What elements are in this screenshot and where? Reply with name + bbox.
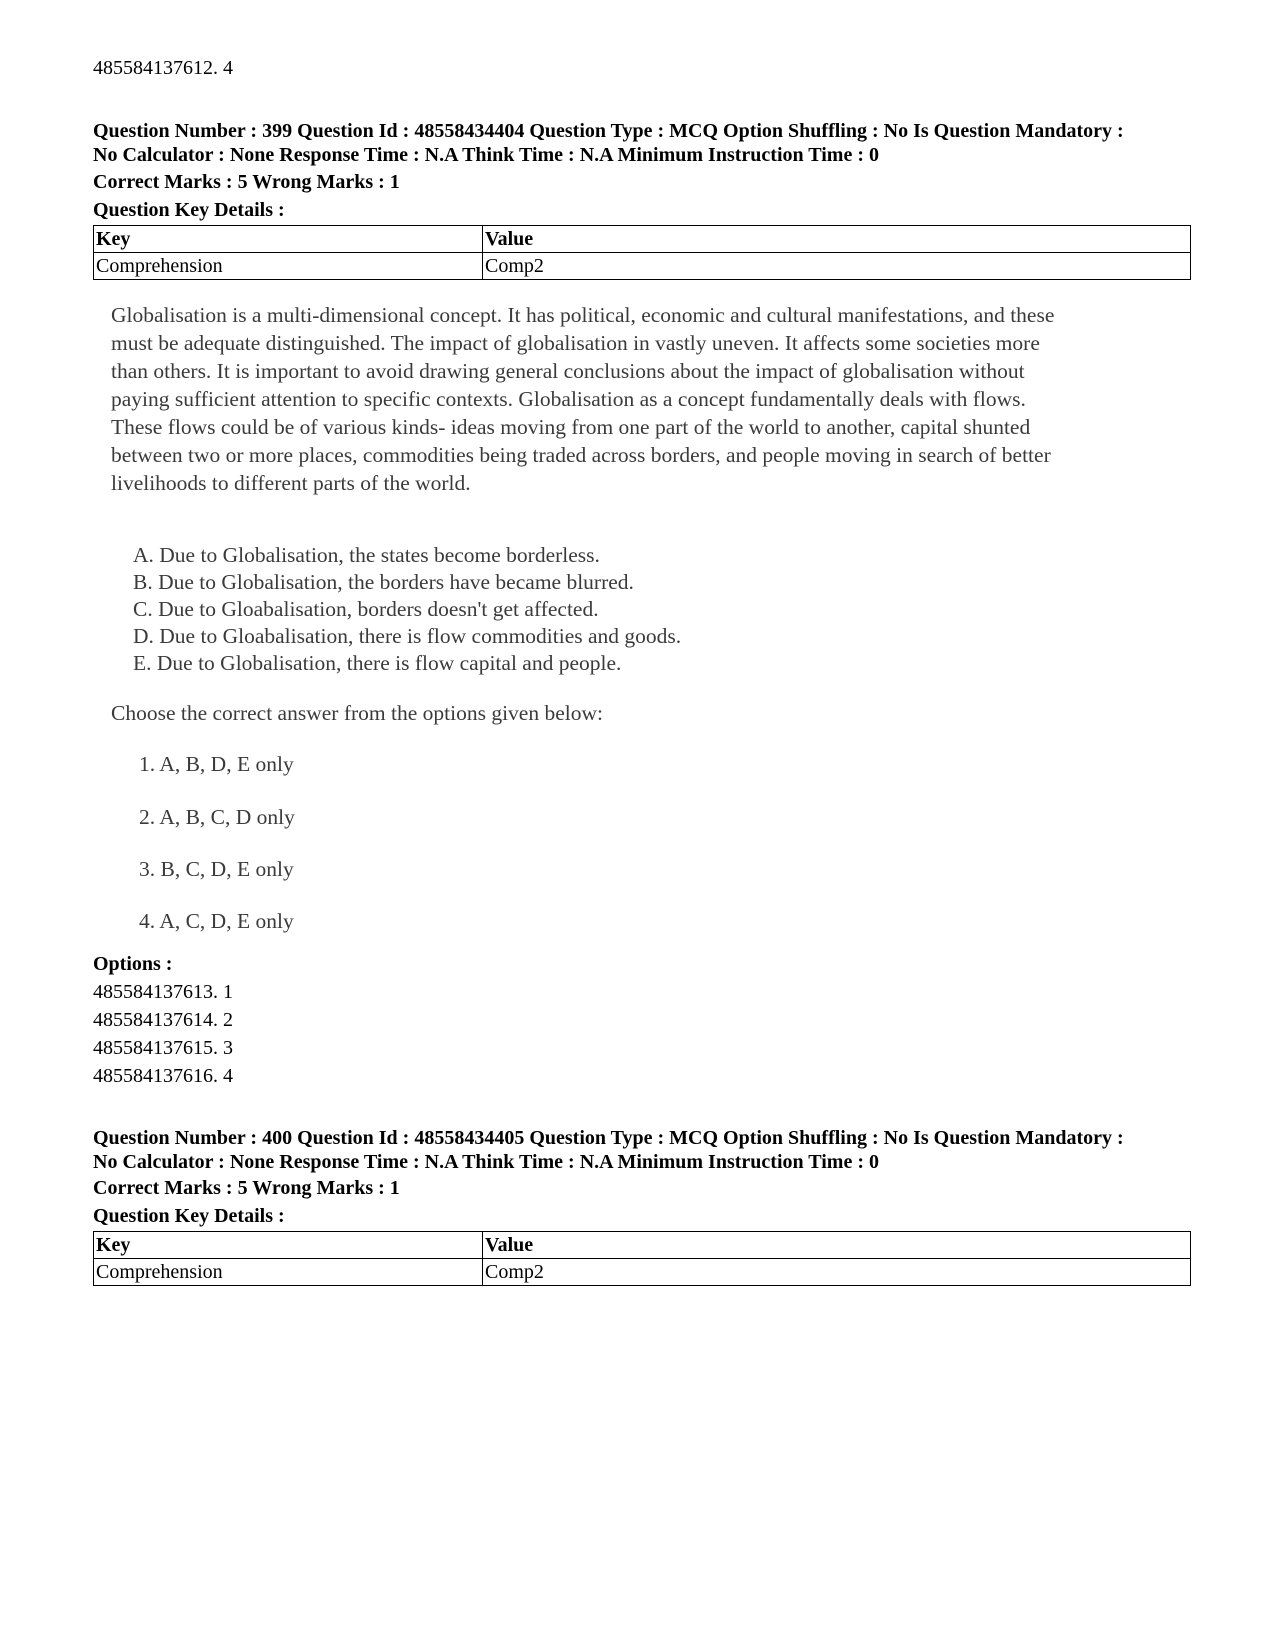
passage-line: livelihoods to different parts of the world. [111, 471, 471, 495]
statement-b: B. Due to Globalisation, the borders have became blurred. [133, 570, 634, 594]
q399-key-table [93, 225, 1191, 280]
q399-key-details-label: Question Key Details : [93, 199, 285, 221]
passage-line: must be adequate distinguished. The impact of globalisation in vastly uneven. It affects some societies more [111, 331, 1040, 355]
q399-header-line1: Question Number : 399 Question Id : 48558434404 Question Type : MCQ Option Shuffling : No Is Question Mandatory : [93, 120, 1124, 142]
table-header-value: Value [483, 226, 1191, 253]
q399-instruction: Choose the correct answer from the options given below: [111, 701, 603, 725]
q399-passage [111, 301, 1171, 497]
passage-line: Globalisation is a multi-dimensional concept. It has political, economic and cultural manifestations, and these [111, 303, 1055, 327]
passage-line: between two or more places, commodities being traded across borders, and people moving in search of better [111, 443, 1051, 467]
q400-header-line1: Question Number : 400 Question Id : 48558434405 Question Type : MCQ Option Shuffling : No Is Question Mandatory : [93, 1127, 1124, 1149]
q399-header-line2: No Calculator : None Response Time : N.A Think Time : N.A Minimum Instruction Time : 0 [93, 144, 879, 166]
table-cell-value: Comp2 [483, 253, 1191, 280]
option-id-line: 485584137614. 2 [93, 1009, 233, 1031]
choice-4: 4. A, C, D, E only [139, 909, 294, 933]
table-header-row [94, 1232, 1191, 1259]
passage-line: paying sufficient attention to specific contexts. Globalisation as a concept fundamentally deals with flows. [111, 387, 1026, 411]
table-header-key: Key [94, 226, 483, 253]
q400-header-line2: No Calculator : None Response Time : N.A Think Time : N.A Minimum Instruction Time : 0 [93, 1151, 879, 1173]
choice-1: 1. A, B, D, E only [139, 752, 294, 776]
table-header-value: Value [483, 1232, 1191, 1259]
prev-option-line: 485584137612. 4 [93, 57, 233, 79]
statement-c: C. Due to Gloabalisation, borders doesn't get affected. [133, 597, 599, 621]
q400-key-details-label: Question Key Details : [93, 1205, 285, 1227]
q399-options-label: Options : [93, 953, 173, 975]
table-row [94, 253, 1191, 280]
q399-header [93, 119, 1193, 167]
table-cell-key: Comprehension [94, 253, 483, 280]
choice-3: 3. B, C, D, E only [139, 857, 294, 881]
statement-e: E. Due to Globalisation, there is flow capital and people. [133, 651, 622, 675]
option-id-line: 485584137616. 4 [93, 1065, 233, 1087]
statement-d: D. Due to Gloabalisation, there is flow commodities and goods. [133, 624, 682, 648]
statement-a: A. Due to Globalisation, the states become borderless. [133, 543, 600, 567]
table-header-key: Key [94, 1232, 483, 1259]
passage-line: These flows could be of various kinds- ideas moving from one part of the world to another, capital shunted [111, 415, 1031, 439]
table-header-row [94, 226, 1191, 253]
passage-line: than others. It is important to avoid drawing general conclusions about the impact of globalisation without [111, 359, 1025, 383]
q400-header [93, 1126, 1193, 1174]
option-id-line: 485584137615. 3 [93, 1037, 233, 1059]
table-row [94, 1259, 1191, 1286]
q399-marks: Correct Marks : 5 Wrong Marks : 1 [93, 171, 400, 193]
q400-marks: Correct Marks : 5 Wrong Marks : 1 [93, 1177, 400, 1199]
choice-2: 2. A, B, C, D only [139, 805, 295, 829]
table-cell-value: Comp2 [483, 1259, 1191, 1286]
option-id-line: 485584137613. 1 [93, 981, 233, 1003]
q400-key-table [93, 1231, 1191, 1286]
table-cell-key: Comprehension [94, 1259, 483, 1286]
